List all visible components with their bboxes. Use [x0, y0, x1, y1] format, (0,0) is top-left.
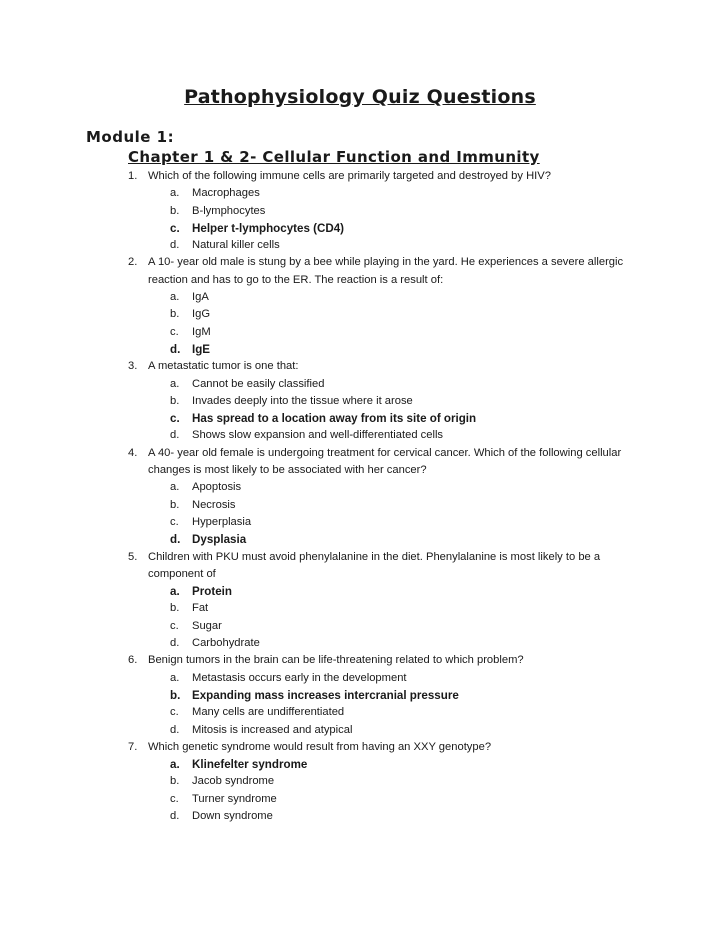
- option-text: Mitosis is increased and atypical: [192, 723, 353, 736]
- question-item: [128, 254, 648, 358]
- answer-option: [170, 600, 648, 617]
- question-number: 2.: [128, 256, 138, 269]
- answer-option: [170, 808, 648, 825]
- option-letter: c.: [170, 221, 180, 235]
- answer-option: [170, 324, 648, 341]
- question-item: [128, 652, 648, 738]
- option-text: IgE: [192, 342, 211, 356]
- option-letter: b.: [170, 204, 180, 217]
- answer-option: [170, 773, 648, 790]
- option-letter: a.: [170, 481, 180, 494]
- answer-option: [170, 479, 648, 496]
- question-text: A 10- year old male is stung by a bee while playing in the yard. He experiences a severe allergic reaction and has to go to the ER. The reaction is a result of:: [148, 256, 624, 286]
- option-letter: d.: [170, 533, 181, 547]
- option-text: Many cells are undifferentiated: [192, 706, 345, 719]
- answer-option: [170, 289, 648, 306]
- answer-option-correct: [170, 220, 648, 237]
- option-text: IgA: [192, 291, 209, 304]
- question-item: [128, 445, 648, 549]
- question-number: 7.: [128, 740, 138, 753]
- question-text: A metastatic tumor is one that:: [148, 360, 299, 373]
- option-letter: c.: [170, 412, 180, 426]
- answer-option: [170, 185, 648, 202]
- answer-option: [170, 704, 648, 721]
- question-number: 1.: [128, 170, 138, 182]
- answer-option: [170, 376, 648, 393]
- answer-option: [170, 722, 648, 739]
- answer-option-list: [148, 756, 648, 825]
- option-letter: c.: [170, 515, 179, 528]
- option-text: Shows slow expansion and well-differentiated cells: [192, 429, 444, 442]
- question-text: Benign tumors in the brain can be life-threatening related to which problem?: [148, 654, 524, 667]
- option-letter: d.: [170, 637, 180, 650]
- answer-option-list: [148, 479, 648, 548]
- option-text: Helper t-lymphocytes (CD4): [192, 221, 345, 235]
- option-text: Fat: [192, 602, 209, 615]
- answer-option: [170, 514, 648, 531]
- option-letter: a.: [170, 758, 180, 772]
- answer-option: [170, 791, 648, 808]
- option-text: B-lymphocytes: [192, 204, 266, 217]
- option-text: Expanding mass increases intercranial pressure: [192, 688, 459, 702]
- question-number: 5.: [128, 550, 138, 563]
- option-letter: a.: [170, 187, 180, 200]
- option-text: Protein: [192, 585, 232, 599]
- option-text: Hyperplasia: [192, 515, 252, 528]
- answer-option-list: [148, 185, 648, 254]
- option-text: Sugar: [192, 619, 222, 632]
- option-letter: d.: [170, 239, 180, 252]
- answer-option: [170, 618, 648, 635]
- option-letter: a.: [170, 377, 180, 390]
- option-letter: a.: [170, 585, 180, 599]
- question-text: A 40- year old female is undergoing treatment for cervical cancer. Which of the following cellular changes is most likely to be associated with her cancer?: [148, 446, 622, 477]
- answer-option-correct: [170, 531, 648, 548]
- option-letter: b.: [170, 394, 180, 407]
- question-number: 6.: [128, 654, 138, 667]
- answer-option: [170, 635, 648, 652]
- question-text: Which genetic syndrome would result from having an XXY genotype?: [148, 740, 492, 753]
- answer-option: [170, 306, 648, 323]
- option-text: Turner syndrome: [192, 792, 277, 805]
- option-letter: d.: [170, 429, 180, 442]
- option-text: Cannot be easily classified: [192, 377, 325, 390]
- option-letter: b.: [170, 308, 180, 321]
- option-letter: b.: [170, 498, 180, 511]
- question-item: [128, 739, 648, 825]
- option-text: Necrosis: [192, 498, 236, 511]
- question-number: 3.: [128, 360, 138, 373]
- chapter-heading: Chapter 1 & 2- Cellular Function and Immunity: [128, 148, 540, 166]
- option-letter: b.: [170, 688, 181, 702]
- document-title: Pathophysiology Quiz Questions: [184, 86, 536, 108]
- answer-option-correct: [170, 341, 648, 358]
- option-text: Down syndrome: [192, 809, 273, 822]
- answer-option: [170, 427, 648, 444]
- option-text: Macrophages: [192, 187, 260, 200]
- option-text: IgG: [192, 308, 211, 321]
- answer-option: [170, 237, 648, 254]
- option-letter: b.: [170, 602, 180, 615]
- option-letter: a.: [170, 291, 180, 304]
- option-letter: b.: [170, 775, 180, 788]
- answer-option-correct: [170, 687, 648, 704]
- question-text: Children with PKU must avoid phenylalanine in the diet. Phenylalanine is most likely to be a component of: [148, 550, 601, 580]
- answer-option: [170, 497, 648, 514]
- question-text: Which of the following immune cells are primarily targeted and destroyed by HIV?: [148, 170, 551, 182]
- option-letter: a.: [170, 671, 180, 684]
- answer-option-correct: [170, 756, 648, 773]
- option-text: Metastasis occurs early in the development: [192, 671, 407, 684]
- answer-option: [170, 393, 648, 410]
- option-letter: d.: [170, 723, 180, 736]
- module-heading: Module 1:: [86, 128, 175, 146]
- option-text: Carbohydrate: [192, 637, 260, 650]
- option-letter: d.: [170, 342, 181, 356]
- answer-option-list: [148, 583, 648, 652]
- option-text: Klinefelter syndrome: [192, 758, 308, 772]
- answer-option: [170, 203, 648, 220]
- option-text: Natural killer cells: [192, 239, 280, 252]
- answer-option: [170, 670, 648, 687]
- option-text: Has spread to a location away from its site of origin: [192, 412, 477, 426]
- option-text: IgM: [192, 325, 211, 338]
- question-list: [128, 168, 648, 825]
- answer-option-list: [148, 670, 648, 739]
- question-item: [128, 358, 648, 444]
- option-letter: c.: [170, 325, 179, 338]
- option-text: Jacob syndrome: [192, 775, 275, 788]
- question-item: [128, 549, 648, 653]
- answer-option-correct: [170, 583, 648, 600]
- option-letter: d.: [170, 809, 180, 822]
- option-letter: c.: [170, 792, 179, 805]
- option-text: Invades deeply into the tissue where it arose: [192, 394, 413, 407]
- answer-option-list: [148, 376, 648, 445]
- question-item: [128, 168, 648, 254]
- option-letter: c.: [170, 619, 179, 632]
- answer-option-list: [148, 289, 648, 358]
- question-number: 4.: [128, 446, 138, 459]
- option-letter: c.: [170, 706, 179, 719]
- answer-option-correct: [170, 410, 648, 427]
- option-text: Dysplasia: [192, 533, 247, 547]
- option-text: Apoptosis: [192, 481, 242, 494]
